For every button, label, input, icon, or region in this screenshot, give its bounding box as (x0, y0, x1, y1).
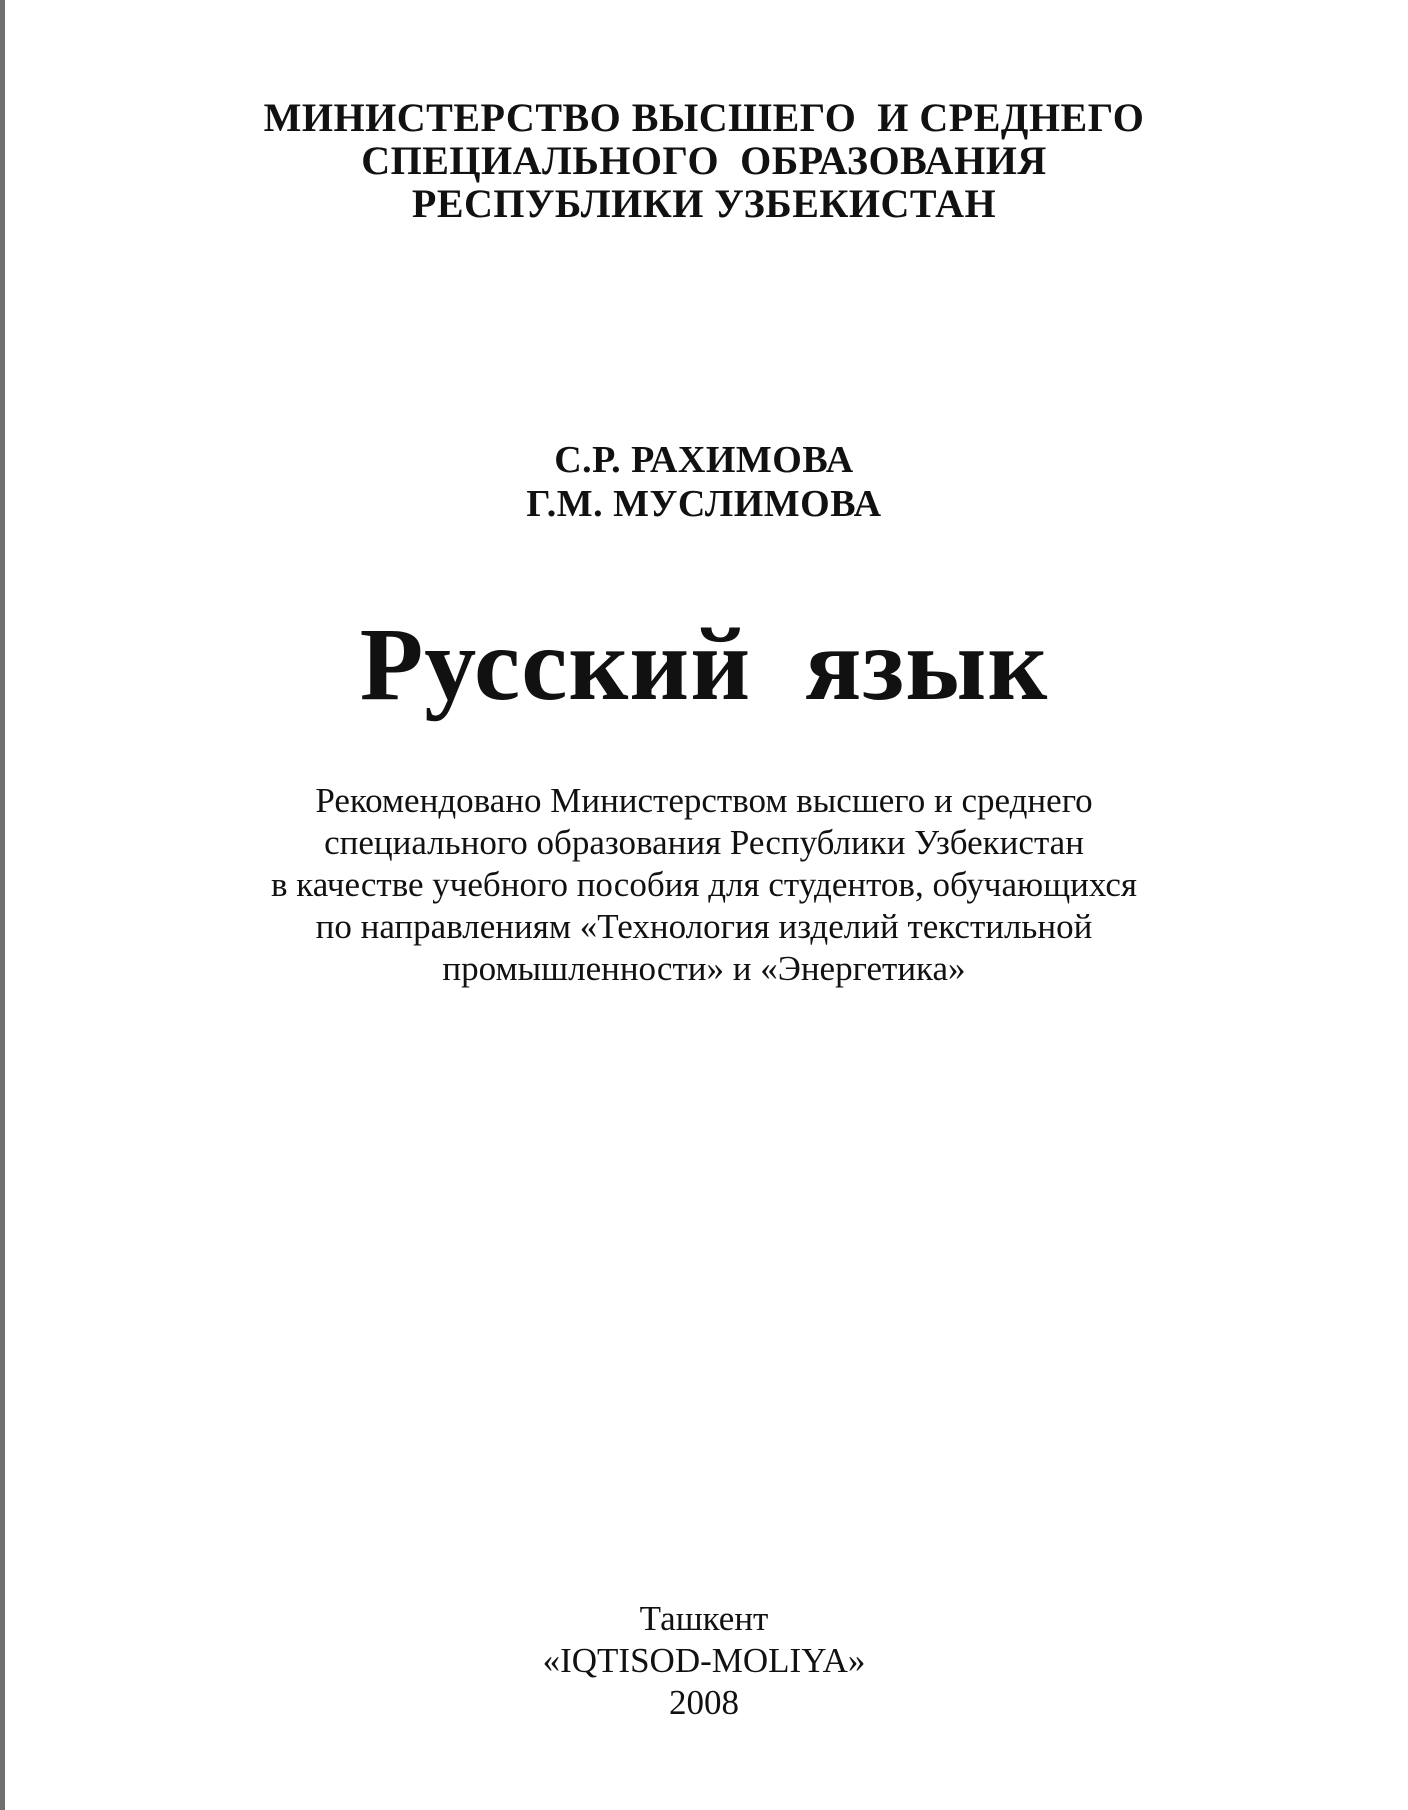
recommendation-line: по направлениям «Технология изделий текстильной (315, 907, 1093, 946)
authors (0, 438, 1408, 526)
recommendation-line: специального образования Республики Узбекистан (324, 823, 1084, 862)
author-name: С.Р. РАХИМОВА (554, 439, 854, 481)
recommendation-text (0, 780, 1408, 990)
recommendation-line: в качестве учебного пособия для студентов, обучающихся (270, 865, 1138, 904)
recommendation-line: промышленности» и «Энергетика» (442, 949, 966, 988)
publisher-name: «IQTISOD-MOLIYA» (542, 1641, 866, 1680)
book-title: Русский язык (359, 607, 1049, 722)
publication-year: 2008 (669, 1683, 739, 1722)
publisher-city: Ташкент (639, 1599, 769, 1638)
ministry-line: СПЕЦИАЛЬНОГО ОБРАЗОВАНИЯ (361, 138, 1047, 183)
ministry-header (0, 96, 1408, 225)
ministry-line: МИНИСТЕРСТВО ВЫСШЕГО И СРЕДНЕГО (263, 95, 1145, 140)
author-name: Г.М. МУСЛИМОВА (526, 483, 882, 525)
publisher-block (0, 1598, 1408, 1724)
ministry-line: РЕСПУБЛИКИ УЗБЕКИСТАН (411, 181, 997, 226)
recommendation-line: Рекомендовано Министерством высшего и среднего (315, 781, 1093, 820)
